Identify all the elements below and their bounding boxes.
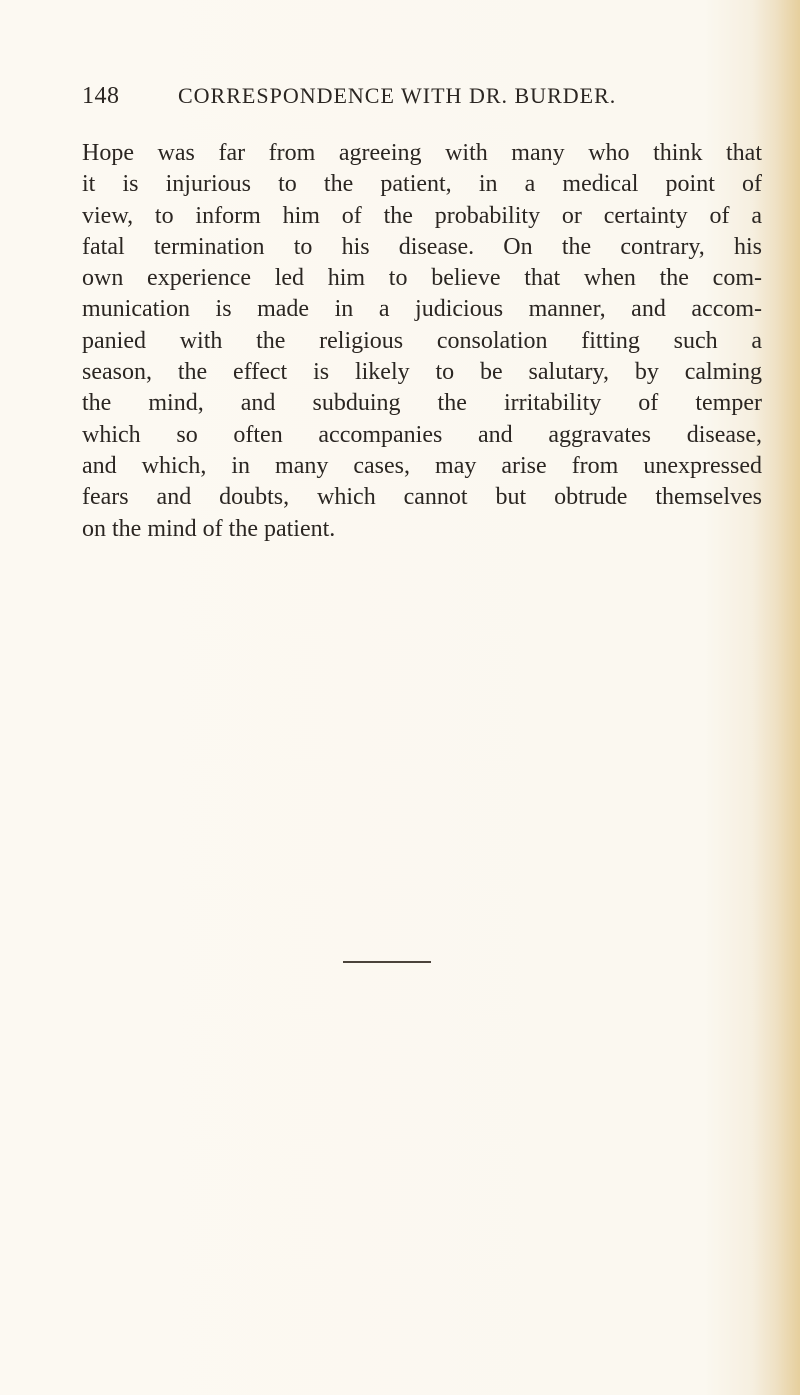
running-title: CORRESPONDENCE WITH DR. BURDER.: [178, 83, 617, 108]
text-line: it is injurious to the patient, in a medical point of: [82, 171, 762, 198]
text-line: view, to inform him of the probability or certainty of a: [82, 202, 762, 229]
text-line: the mind, and subduing the irritability of temper: [82, 390, 762, 417]
text-line: panied with the religious consolation fitting such a: [82, 327, 762, 354]
text-line: on the mind of the patient.: [82, 515, 336, 542]
page-number: 148: [82, 82, 120, 109]
text-line: Hope was far from agreeing with many who think that: [82, 140, 762, 166]
text-line: munication is made in a judicious manner, and accom-: [82, 296, 762, 323]
text-line: fatal termination to his disease. On the contrary, his: [82, 233, 762, 260]
text-line: own experience led him to believe that when the com-: [82, 265, 762, 292]
running-head: [82, 80, 702, 112]
section-end-rule: [343, 961, 431, 963]
text-line: which so often accompanies and aggravates disease,: [82, 421, 762, 448]
body-paragraph: [82, 138, 762, 545]
text-line: season, the effect is likely to be salutary, by calming: [82, 359, 762, 386]
text-line: fears and doubts, which cannot but obtrude themselves: [82, 484, 762, 511]
text-line: and which, in many cases, may arise from unexpressed: [82, 452, 762, 479]
